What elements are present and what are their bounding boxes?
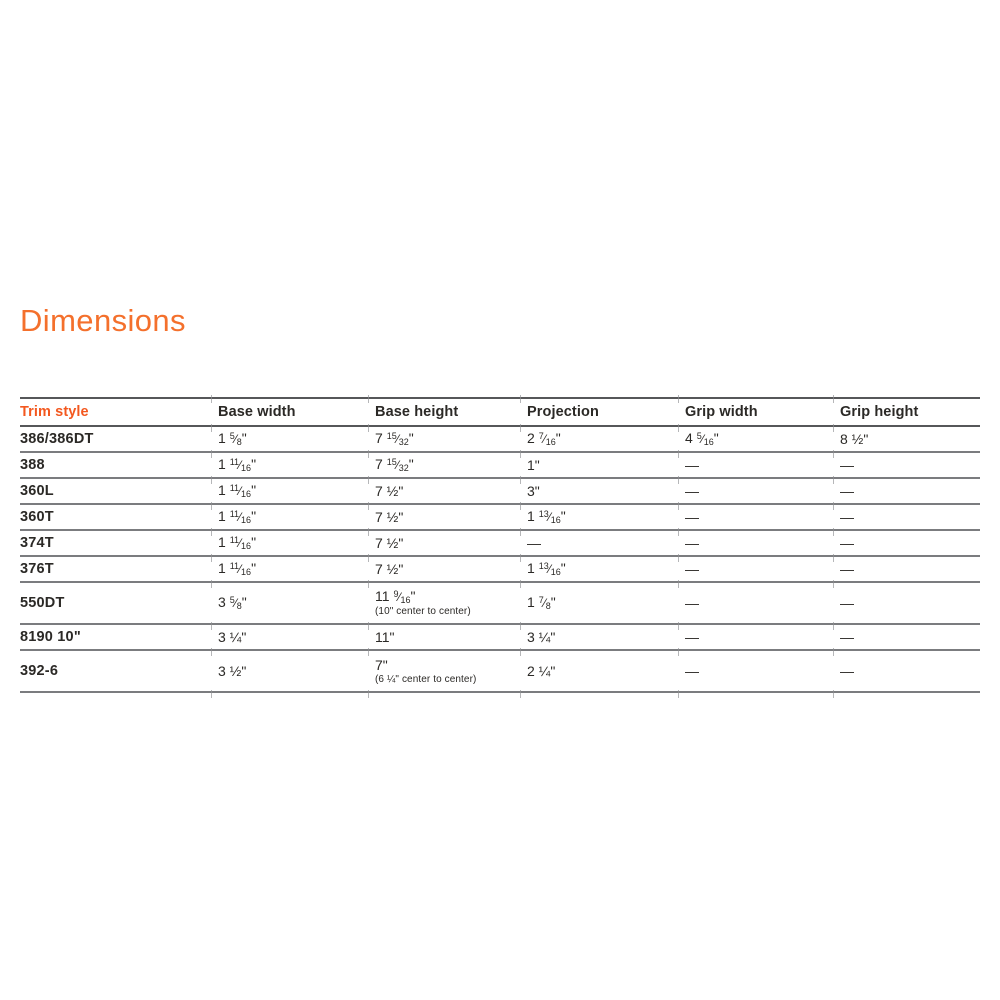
value-cell: 7 ½" [375, 560, 404, 577]
value-cell: 2 $^7⁄_{16}$" [527, 430, 561, 448]
value-cell: — [685, 456, 699, 473]
trim-style-cell: 550DT [20, 594, 65, 611]
value-cell: — [840, 508, 854, 525]
trim-style-cell: 374T [20, 534, 54, 551]
value-cell: 8 ½" [840, 430, 869, 447]
value-cell: — [840, 534, 854, 551]
header-cell: Base width [218, 403, 296, 420]
cell-note: (6 ¼" center to center) [375, 673, 477, 685]
table-body [20, 427, 980, 693]
value-cell: — [840, 456, 854, 473]
value-cell: — [685, 534, 699, 551]
dimensions-table [20, 397, 980, 693]
value-cell: — [685, 662, 699, 679]
value-cell: — [685, 482, 699, 499]
table-row [20, 625, 980, 651]
value-cell: 1 $^{13}⁄_{16}$" [527, 560, 566, 578]
value-cell: 7 ½" [375, 508, 404, 525]
table-row [20, 531, 980, 557]
table-header-row [20, 399, 980, 427]
trim-style-cell: 376T [20, 560, 54, 577]
trim-style-cell: 8190 10" [20, 628, 81, 645]
value-cell: 1 $^{11}⁄_{16}$" [218, 534, 257, 552]
table-row [20, 557, 980, 583]
table-row [20, 505, 980, 531]
value-cell: — [840, 662, 854, 679]
value-cell: 1 $^{13}⁄_{16}$" [527, 508, 566, 526]
trim-style-cell: 392-6 [20, 662, 59, 679]
value-cell: 2 ¼" [527, 662, 556, 679]
trim-style-cell: 388 [20, 456, 45, 473]
header-cell: Grip width [685, 403, 758, 420]
value-cell: — [840, 594, 854, 611]
value-cell: 3 $^5⁄_8$" [218, 594, 247, 612]
value-cell: 1 $^{11}⁄_{16}$" [218, 482, 257, 500]
table-row [20, 583, 980, 625]
value-cell: 7 $^{15}⁄_{32}$" [375, 456, 414, 474]
value-cell: 1 $^{11}⁄_{16}$" [218, 456, 257, 474]
value-cell: 3 ½" [218, 662, 247, 679]
value-cell: 7 ½" [375, 482, 404, 499]
value-cell: 4 $^5⁄_{16}$" [685, 430, 719, 448]
value-cell: 1 $^{11}⁄_{16}$" [218, 560, 257, 578]
value-cell: — [685, 560, 699, 577]
value-cell: 1 $^{11}⁄_{16}$" [218, 508, 257, 526]
trim-style-cell: 360T [20, 508, 54, 525]
trim-style-cell: 360L [20, 482, 54, 499]
value-cell: — [840, 560, 854, 577]
header-cell: Projection [527, 403, 599, 420]
table-row [20, 427, 980, 453]
value-cell: 11 $^9⁄_{16}$" (10" center to center) [375, 587, 527, 619]
value-cell: 7 $^{15}⁄_{32}$" [375, 430, 414, 448]
header-cell: Base height [375, 403, 459, 420]
page-title: Dimensions [20, 303, 186, 338]
value-cell: 3 ¼" [527, 628, 556, 645]
value-cell: — [685, 628, 699, 645]
header-cell: Trim style [20, 403, 89, 420]
value-cell: 1" [527, 456, 540, 473]
value-cell: 7" (6 ¼" center to center) [375, 656, 527, 687]
header-cell: Grip height [840, 403, 919, 420]
value-cell: — [685, 594, 699, 611]
value-cell: 3" [527, 482, 540, 499]
value-cell: 7 ½" [375, 534, 404, 551]
value-cell: 11" [375, 628, 395, 645]
cell-note: (10" center to center) [375, 606, 471, 618]
table-row [20, 479, 980, 505]
value-cell: 3 ¼" [218, 628, 247, 645]
value-cell: — [685, 508, 699, 525]
value-cell: — [840, 482, 854, 499]
value-cell: — [527, 534, 541, 551]
value-cell: — [840, 628, 854, 645]
table-row [20, 453, 980, 479]
trim-style-cell: 386/386DT [20, 430, 94, 447]
table-row [20, 651, 980, 693]
value-cell: 1 $^7⁄_8$" [527, 594, 556, 612]
value-cell: 1 $^5⁄_8$" [218, 430, 247, 448]
